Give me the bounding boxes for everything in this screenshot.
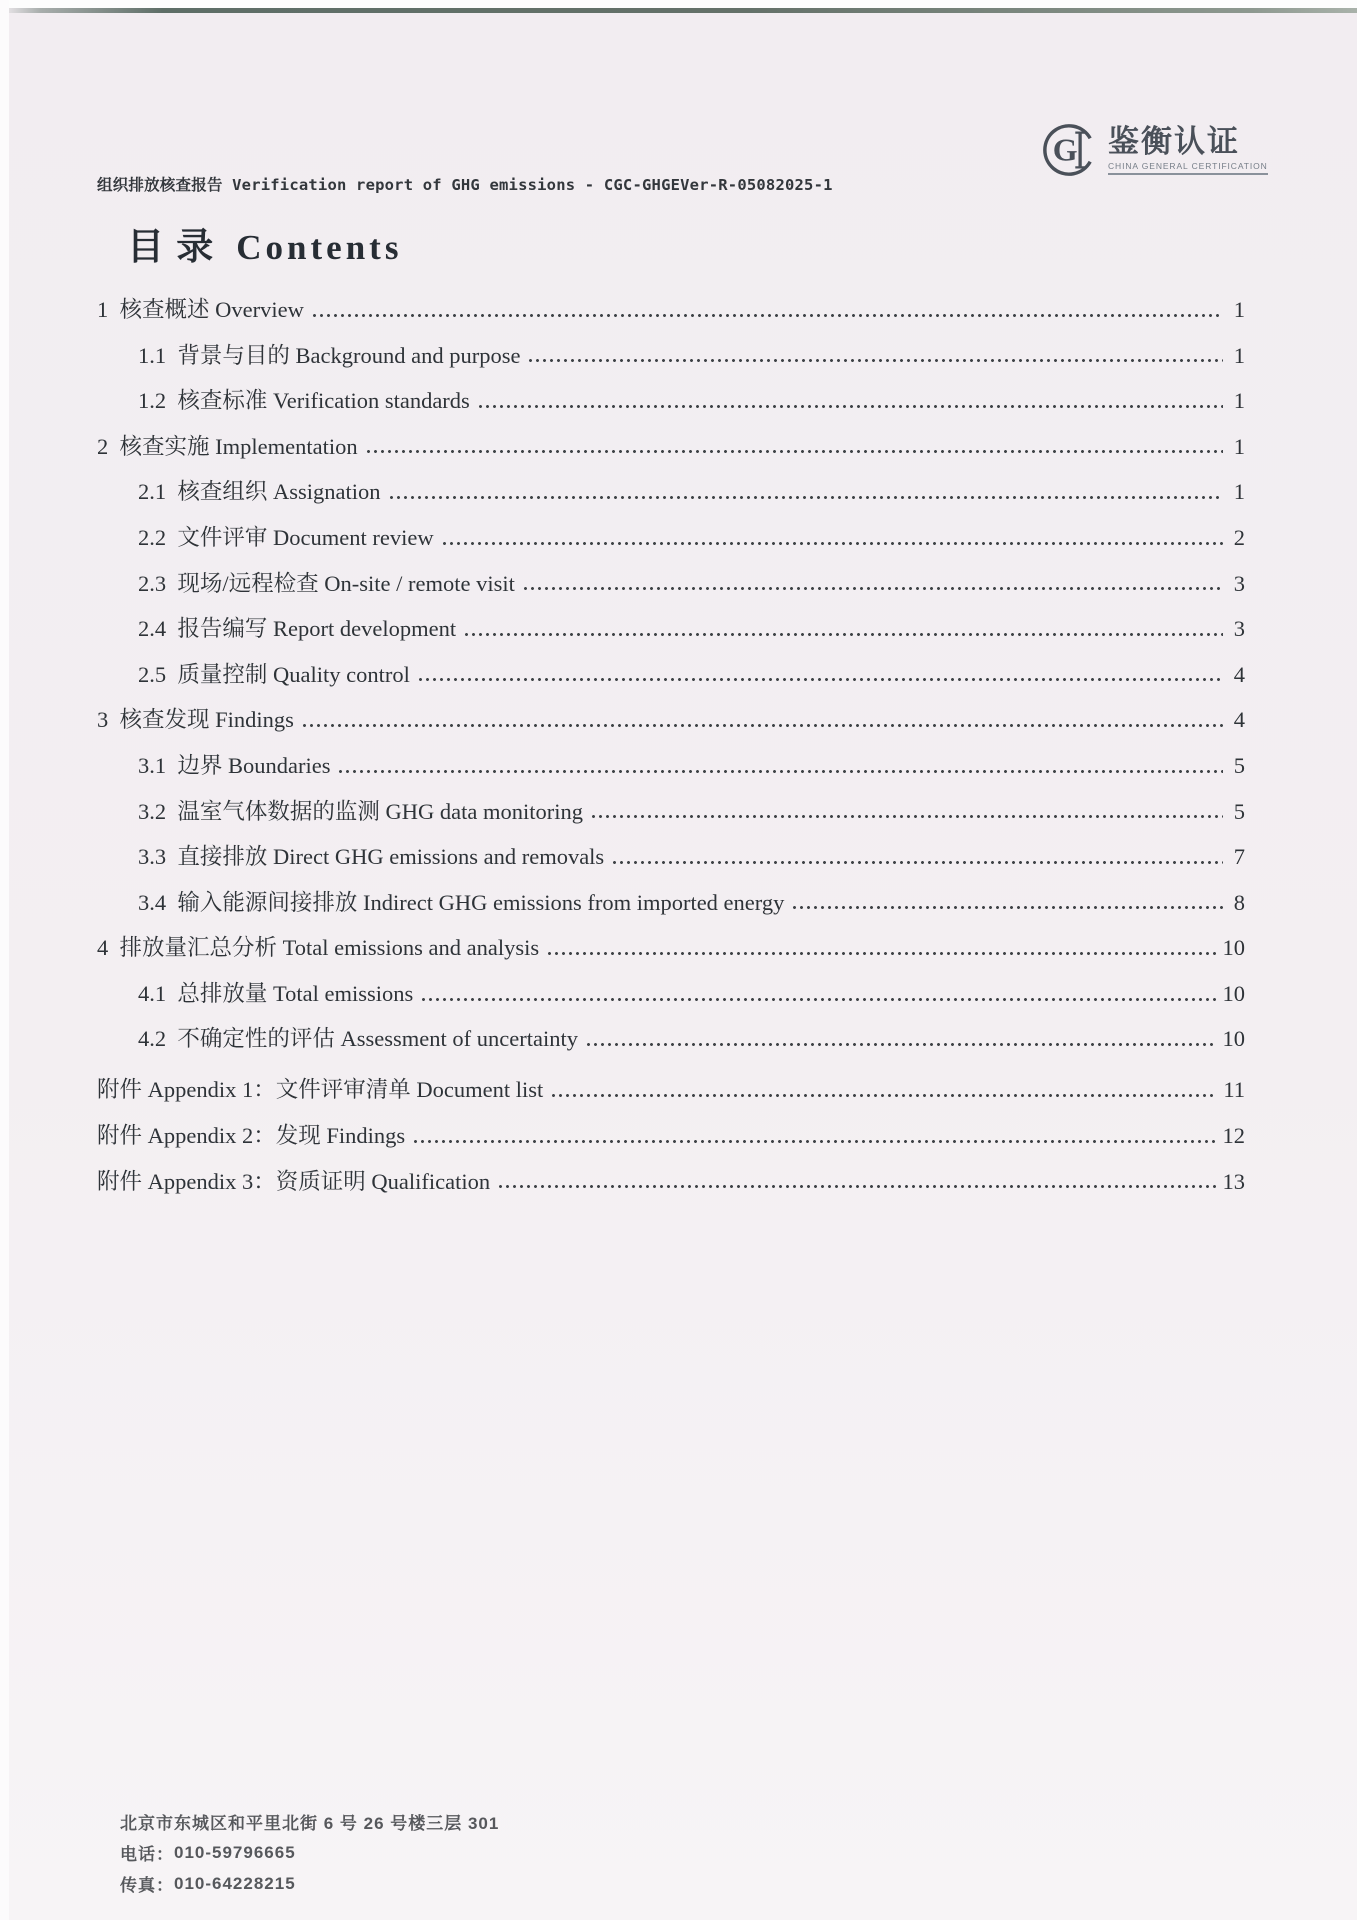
toc-entry (97, 276, 1245, 322)
toc-leader-dots (612, 860, 1223, 865)
toc-entry-page-number: 7 (1233, 844, 1245, 870)
scan-edge-line (0, 8, 1357, 13)
logo-name-cn: 鉴衡认证 (1108, 124, 1240, 160)
toc-entry-page-number: 3 (1233, 616, 1245, 642)
toc-entry (97, 823, 1245, 869)
toc-entry-label: 2.5 质量控制 Quality control (138, 661, 410, 687)
toc-leader-dots (528, 358, 1223, 363)
toc-leader-dots (312, 313, 1223, 318)
footer-phone-label: 电话： (120, 1845, 174, 1864)
toc-entry (97, 778, 1245, 824)
toc-entry-label: 附件 Appendix 3：资质证明 Qualification (97, 1168, 491, 1194)
toc-entry-label: 1.1 背景与目的 Background and purpose (138, 342, 521, 368)
toc-entry-page-number: 4 (1233, 661, 1245, 687)
toc-entry-page-number: 1 (1233, 342, 1245, 368)
table-of-contents (97, 276, 1245, 1193)
toc-entry (97, 869, 1245, 915)
toc-leader-dots (464, 632, 1223, 637)
toc-entry (97, 686, 1245, 732)
toc-entry-page-number: 4 (1233, 707, 1245, 733)
toc-leader-dots (586, 1042, 1217, 1047)
toc-entry-page-number: 13 (1222, 1168, 1245, 1194)
toc-entry-label: 2.2 文件评审 Document review (138, 524, 434, 550)
toc-entry-page-number: 11 (1223, 1077, 1245, 1103)
toc-entry (97, 458, 1245, 504)
toc-entry-page-number: 1 (1233, 479, 1245, 505)
footer-phone (120, 1837, 499, 1868)
toc-entry-page-number: 10 (1222, 1026, 1245, 1052)
toc-entry-page-number: 2 (1233, 524, 1245, 550)
footer-fax-label: 传真： (120, 1876, 174, 1895)
toc-entry-label: 3.4 输入能源间接排放 Indirect GHG emissions from imported energy (138, 889, 785, 915)
toc-leader-dots (551, 1093, 1217, 1098)
page-title-en: Contents (236, 228, 403, 267)
toc-entry-page-number: 1 (1233, 388, 1245, 414)
toc-entry (97, 413, 1245, 459)
toc-entry (97, 367, 1245, 413)
toc-entry (97, 1006, 1245, 1052)
footer-phone-number: 010-59796665 (174, 1842, 296, 1862)
toc-entry-label: 1.2 核查标准 Verification standards (138, 388, 470, 414)
toc-entry-page-number: 3 (1233, 570, 1245, 596)
toc-entry-page-number: 5 (1233, 752, 1245, 778)
running-header: 组织排放核查报告 Verification report of GHG emissions - CGC-GHGEVer-R-05082025-1 (97, 176, 833, 194)
svg-text:G: G (1052, 132, 1078, 168)
toc-entry-page-number: 1 (1233, 296, 1245, 322)
toc-entry (97, 1102, 1245, 1148)
toc-entry-page-number: 10 (1222, 980, 1245, 1006)
toc-entry (97, 960, 1245, 1006)
toc-leader-dots (421, 997, 1216, 1002)
toc-leader-dots (478, 404, 1223, 409)
page-title (127, 216, 402, 270)
footer-fax-number: 010-64228215 (174, 1873, 296, 1893)
footer-address: 北京市东城区和平里北街 6 号 26 号楼三层 301 (120, 1814, 500, 1833)
toc-entry-page-number: 1 (1233, 433, 1245, 459)
toc-entry-label: 2.3 现场/远程检查 On-site / remote visit (138, 570, 515, 596)
toc-entry (97, 1057, 1245, 1102)
logo-text (1108, 125, 1268, 174)
toc-leader-dots (302, 723, 1223, 728)
toc-entry-page-number: 10 (1222, 935, 1245, 961)
toc-leader-dots (338, 769, 1223, 774)
toc-entry (97, 1148, 1245, 1194)
logo-name-en: CHINA GENERAL CERTIFICATION (1108, 161, 1268, 175)
toc-entry (97, 322, 1245, 368)
toc-entry (97, 732, 1245, 778)
toc-entry-label: 3.1 边界 Boundaries (138, 752, 331, 778)
toc-leader-dots (498, 1184, 1216, 1189)
toc-leader-dots (413, 1139, 1216, 1144)
footer-fax (120, 1868, 499, 1899)
toc-leader-dots (389, 495, 1223, 500)
toc-entry (97, 504, 1245, 550)
toc-entry-label: 1 核查概述 Overview (97, 296, 304, 322)
toc-entry-page-number: 12 (1222, 1123, 1245, 1149)
toc-entry (97, 641, 1245, 687)
toc-entry-label: 4 排放量汇总分析 Total emissions and analysis (97, 935, 540, 961)
toc-leader-dots (366, 449, 1223, 454)
scan-top-edge (0, 0, 1357, 8)
toc-entry-label: 3.2 温室气体数据的监测 GHG data monitoring (138, 798, 583, 824)
toc-entry-label: 3 核查发现 Findings (97, 707, 294, 733)
toc-entry-label: 附件 Appendix 2：发现 Findings (97, 1123, 406, 1149)
toc-entry (97, 595, 1245, 641)
certification-logo (1040, 118, 1268, 182)
toc-entry-label: 2.1 核查组织 Assignation (138, 479, 381, 505)
toc-leader-dots (591, 814, 1223, 819)
toc-leader-dots (442, 541, 1223, 546)
toc-entry-label: 4.1 总排放量 Total emissions (138, 980, 414, 1006)
page-title-cn: 目 录 (127, 226, 215, 267)
footer-contact-block (120, 1806, 499, 1899)
toc-entry (97, 914, 1245, 960)
toc-entry-label: 3.3 直接排放 Direct GHG emissions and removals (138, 844, 605, 870)
toc-entry-label: 附件 Appendix 1：文件评审清单 Document list (97, 1077, 544, 1103)
toc-entry-label: 2 核查实施 Implementation (97, 433, 358, 459)
toc-entry-label: 2.4 报告编写 Report development (138, 616, 457, 642)
toc-leader-dots (418, 677, 1223, 682)
gc-monogram-icon (1040, 118, 1098, 182)
toc-entry-page-number: 5 (1233, 798, 1245, 824)
toc-leader-dots (523, 586, 1223, 591)
toc-leader-dots (547, 951, 1216, 956)
scan-left-edge (0, 0, 9, 1920)
toc-leader-dots (792, 905, 1223, 910)
toc-entry (97, 550, 1245, 596)
toc-entry-label: 4.2 不确定性的评估 Assessment of uncertainty (138, 1026, 578, 1052)
toc-entry-page-number: 8 (1233, 889, 1245, 915)
